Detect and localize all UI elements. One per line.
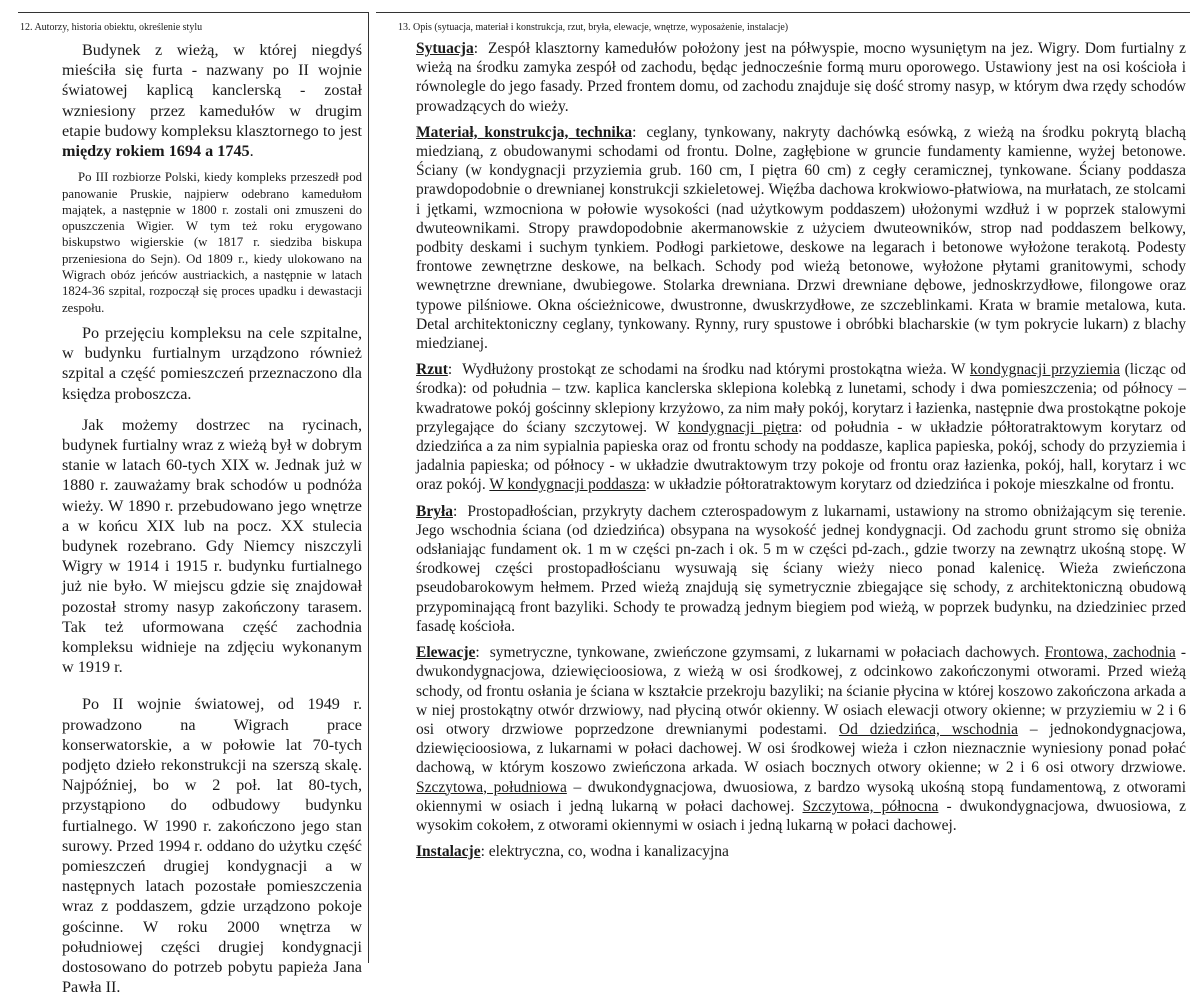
section-13-body bbox=[376, 39, 1190, 861]
bryla-label: Bryła bbox=[416, 502, 454, 520]
history-paragraph-1 bbox=[62, 40, 362, 161]
elewacje-text-1: symetryczne, tynkowane, zwieńczone gzymsami, z lukarnami w połaciach dachowych. bbox=[489, 644, 1045, 662]
elewacje-label: Elewacje bbox=[416, 644, 476, 662]
elewacje-text-4: – dwukondygnacjowa, dwuosiowa, z bardzo wysoką ukośną stopą fundamentową, z otworami okiennymi w osiach i jedną lukarną w połaci dachowej. bbox=[416, 778, 1187, 815]
history-paragraph-1-end: . bbox=[249, 142, 254, 161]
history-paragraph-3: Po przejęciu kompleksu na cele szpitalne, w budynku furtialnym urządzono również szpital a część pomieszczeń przeznaczono dla księdza proboszcza. bbox=[62, 323, 362, 403]
material-section: Materiał, konstrukcja, technika: ceglany, tynkowany, nakryty dachówką esówką, z wieżą na środku pokrytą blachą miedzianą, z obudowanymi schodami od frontu. Dolne, zagłębione w gruncie fundamenty kamienne, wyżej betonowe. Ściany (w kondygnacji przyziemia grub. 160 cm, I piętra 60 cm) z cegły ceramicznej, tynkowane. Ściany poddasza prawdopodobnie o drewnianej konstrukcji szkieletowej. Więźba dachowa krokwiowo-płatwiowa, na murłatach, ze stolcami i jętkami, wzmocniona w połowie wysokości (nad użytkowym poddaszem) ułożonymi wzdłuż i w poprzek stalowymi dwuteownikami. Stropy prawdopodobnie akermanowskie z użyciem dwuteowników, strop nad poddaszem belkowy, podbity deskami i suchym tynkiem. Podłogi parkietowe, deskowe na legarach i betonowe wyłożone terakotą. Podesty frontowe zewnętrzne deskowe, na belkach. Schody pod wieżą betonowe, wyłożone płytami granitowymi, schody wewnętrzne drewniane, dwubiegowe. Stolarka drewniana. Drzwi drewniane dębowe, jednoskrzydłowe, filongowe oraz typowe pilśniowe. Okna ościeżnicowe, dwustronne, dwuskrzydłowe, ze szczeblinkami. Krata w bramie metalowa, kuta. Detal architektoniczny ceglany, tynkowany. Rynny, rury spustowe i obróbki blacharskie (w tym pokrycie lukarn) z blachy miedzianej. bbox=[416, 123, 1186, 353]
material-label: Materiał, konstrukcja, technika bbox=[416, 123, 633, 141]
section-13-header: 13. Opis (sytuacja, materiał i konstrukcja, rzut, bryła, elewacje, wnętrze, wyposażenie, instalacje) bbox=[398, 22, 789, 33]
rzut-attic: W kondygnacji poddasza bbox=[489, 476, 646, 494]
sytuacja-text: Zespół klasztorny kamedułów położony jest na półwyspie, mocno wysuniętym na jez. Wigry. Dom furtialny z wieżą na środku zamyka zespół od zachodu, będąc jednocześnie formą muru oporowego. Ustawiony jest na osi kościoła i równolegle do jego fasady. Przed frontem domu, od zachodu znajduje się dość stromy nasyp, w którym dwa rzędy schodów prowadzących do wieży. bbox=[416, 40, 1186, 115]
rzut-text-1: Wydłużony prostokąt ze schodami na środku nad którymi prostokątna wieża. W bbox=[462, 361, 970, 379]
instalacje-section bbox=[416, 842, 1186, 861]
elewacje-east: Od dziedzińca, wschodnia bbox=[838, 720, 1019, 738]
elewacje-text-2: - dwukondygnacjowa, dziewięcioosiowa, z wieżą w osi środkowej, z odcinkowo zakończonymi otworami. Przed wieżą schody, od frontu osłania je ściana w kształcie przekroju bazyliki; na ścianie płycina w której koszowo zakończona arkada a w niej prostokątny otwór drzwiowy, nad płyciną otwór okienny. W osiach elewacji otwory okienne; w przyziemiu w 2 i 6 osi otwory drzwiowe poprzedzone drewnianymi podestami. bbox=[416, 644, 1186, 738]
section-12-column bbox=[18, 12, 369, 997]
bryla-text: Prostopadłościan, przykryty dachem czterospadowym z lukarnami, ustawiony na stromo obniżającym się terenie. Jego wschodnia ściana (od dziedzińca) obsypana na wysokość jednej kondygnacji. Od zachodu grunt stromo się obniża odsłaniając fundament ok. 1 m w części pn-zach i ok. 5 m w części pd-zach., gdzie tworzy na zewnątrz ukośną stopę. W środkowej części prostopadłościanu wysuwają się ściany wieży nieco ponad kalenicę. Wieża zwieńczona pseudobarokowym hełmem. Przed wieżą znajdują się symetrycznie zbiegające się schody, z architektoniczną obudową przypominającą front bazyliki. Schody te prowadzą jednym biegiem pod wieżą, w poprzek budynku, na dziedziniec przed fasadę kościoła. bbox=[416, 502, 1186, 635]
elewacje-west: Frontowa, zachodnia bbox=[1044, 644, 1176, 662]
history-paragraph-4: Jak możemy dostrzec na rycinach, budynek furtialny wraz z wieżą był w dobrym stanie w latach 60-tych XIX w. Jednak już w 1880 r. zauważamy brak schodów u podnóża wieży. W 1890 r. przebudowano jego wnętrze a w końcu XIX lub na pocz. XX stulecia budynek rozebrano. Gdy Niemcy niszczyli Wigry w 1914 i 1915 r. budynku furtialnego już nie było. W miejscu gdzie się znajdował pozostał stromy nasyp zakończony tarasem. Tak też uformowana część zachodnia kompleksu widnieje na zdjęciu wykonanym w 1919 r. bbox=[62, 415, 362, 677]
section-12-body bbox=[18, 40, 368, 997]
document-page bbox=[18, 12, 1190, 997]
history-paragraph-5: Po II wojnie światowej, od 1949 r. prowadzono na Wigrach prace konserwatorskie, a w połowie lat 70-tych podjęto dzieło rekonstrukcji na szerszą skalę. Najpóźniej, bo w 2 poł. lat 80-tych, przystąpiono do odbudowy budynku furtialnego. W 1990 r. zakończono jego stan surowy. Przed 1994 r. oddano do użytku część pomieszczeń drugiej kondygnacji a w następnych latach pozostałe pomieszczenia wraz z poddaszem, gdzie urządzono pokoje gościnne. W roku 2000 wnętrza w południowej części drugiej kondygnacji dostosowano do potrzeb pobytu papieża Jana Pawła II. bbox=[62, 695, 362, 997]
history-paragraph-2: Po III rozbiorze Polski, kiedy kompleks przeszedł pod panowanie Pruskie, najpierw odebrano kamedułom majątek, a następnie w 1800 r. zostali oni zmuszeni do opuszczenia Wigier. W tym też roku erygowano biskupstwo wigierskie (w 1817 r. siedziba biskupa przeniesiona do Sejn). Od 1809 r., kiedy ulokowano na Wigrach obóz jeńców austriackich, a następnie w latach 1824-36 szpital, rozpoczął się proces upadku i dewastacji zespołu. bbox=[62, 170, 362, 315]
rzut-section: Rzut: Wydłużony prostokąt ze schodami na środku nad którymi prostokątna wieża. W kondygnacji przyziemia (licząc od środka): od południa – tzw. kaplica kanclerska sklepiona kolebką z lunetami, schody i dwa pomieszczenia; od północy – kwadratowe pokój gościnny sklepiony krzyżowo, za nim mały pokój, korytarz i łazienka, następnie dwa prostokątne pokoje przylegające do ściany szczytowej. W kondygnacji piętra: od południa - w układzie półtoratraktowym korytarz od dziedzińca a za nim sypialnia papieska oraz od frontu schody na poddasze, kaplica papieska, pokój, schody do przyziemia i jadalnia papieska; od północy - w układzie dwutraktowym trzy pokoje od frontu oraz łazienka, pokój, hall, korytarz i wc oraz pokój. W kondygnacji poddasza: w układzie półtoratraktowym korytarz od dziedzińca i pokoje mieszkalne od frontu. bbox=[416, 361, 1187, 494]
construction-dates: między rokiem 1694 a 1745 bbox=[62, 142, 250, 161]
section-12-header: 12. Autorzy, historia obiektu, określenie stylu bbox=[20, 22, 203, 33]
rzut-label: Rzut bbox=[416, 361, 448, 379]
sytuacja-label: Sytuacja bbox=[416, 40, 474, 57]
sytuacja-section: Sytuacja: Zespół klasztorny kamedułów położony jest na półwyspie, mocno wysuniętym na jez. Wigry. Dom furtialny z wieżą na środku zamyka zespół od zachodu, będąc jednocześnie formą muru oporowego. Ustawiony jest na osi kościoła i równolegle do jego fasady. Przed frontem domu, od zachodu znajduje się dość stromy nasyp, w którym dwa rzędy schodów prowadzących do wieży. bbox=[416, 40, 1186, 115]
rzut-text-3: : od południa - w układzie półtoratraktowym korytarz od dziedzińca a za nim sypialnia papieska oraz od frontu schody na poddasze, kaplica papieska, pokój, schody do przyziemia i jadalnia papieska; od północy - w układzie dwutraktowym trzy pokoje od frontu oraz łazienka, pokój, hall, korytarz i wc oraz pokój. bbox=[416, 418, 1187, 494]
elewacje-text-3: – jednokondygnacjowa, dziewięcioosiowa, z lukarnami w połaci dachowej. W osi środkowej wieża i człon nieznacznie wyniesiony ponad połać dachową, w którym koszowo zwieńczona arkada. W osiach bocznych otwory okienne; w 2 i 6 osi otwory drzwiowe. bbox=[416, 720, 1186, 777]
rzut-text-4: : w układzie półtoratraktowym korytarz od dziedzińca i pokoje mieszkalne od frontu. bbox=[645, 476, 1175, 494]
history-paragraph-1-text: Budynek z wieżą, w której niegdyś mieściła się furta - nazwany po II wojnie światowej kaplicą kanclerską - został wzniesiony przez kamedułów w drugim etapie budowy kompleksu klasztornego to jest bbox=[62, 41, 362, 140]
elewacje-north: Szczytowa, północna bbox=[802, 797, 939, 815]
rzut-first-floor: kondygnacji piętra bbox=[677, 418, 799, 436]
elewacje-section: Elewacje: symetryczne, tynkowane, zwieńczone gzymsami, z lukarnami w połaciach dachowych. Frontowa, zachodnia - dwukondygnacjowa, dziewięcioosiowa, z wieżą w osi środkowej, z odcinkowo zakończonymi otworami. Przed wieżą schody, od frontu osłania je ściana w kształcie przekroju bazyliki; na ścianie płycina w której koszowo zakończona arkada a w niej prostokątny otwór drzwiowy, nad płyciną otwór okienny. W osiach elewacji otwory okienne; w przyziemiu w 2 i 6 osi otwory drzwiowe poprzedzone drewnianymi podestami. Od dziedzińca, wschodnia – jednokondygnacjowa, dziewięcioosiowa, z lukarnami w połaci dachowej. W osi środkowej wieża i człon nieznacznie wyniesiony ponad połać dachową, w którym koszowo zwieńczona arkada. W osiach bocznych otwory okienne; w 2 i 6 osi otwory drzwiowe. Szczytowa, południowa – dwukondygnacjowa, dwuosiowa, z bardzo wysoką ukośną stopą fundamentową, z otworami okiennymi w osiach i jedną lukarną w połaci dachowej. Szczytowa, północna - dwukondygnacjowa, dwuosiowa, z wysokim cokołem, z otworami okiennymi w osiach i jedną lukarną w połaci dachowej. bbox=[416, 644, 1187, 834]
bryla-section: Bryła: Prostopadłościan, przykryty dachem czterospadowym z lukarnami, ustawiony na stromo obniżającym się terenie. Jego wschodnia ściana (od dziedzińca) obsypana na wysokość jednej kondygnacji. Od zachodu grunt stromo się obniża odsłaniając fundament ok. 1 m w części pn-zach i ok. 5 m w części pd-zach., gdzie tworzy na zewnątrz ukośną stopę. W środkowej części prostopadłościanu wysuwają się ściany wieży nieco ponad kalenicę. Wieża zwieńczona pseudobarokowym hełmem. Przed wieżą znajdują się symetrycznie zbiegające się schody, z architektoniczną obudową przypominającą front bazyliki. Schody te prowadzą jednym biegiem pod wieżą, w poprzek budynku, na dziedziniec przed fasadę kościoła. bbox=[416, 502, 1186, 635]
instalacje-label: Instalacje bbox=[416, 843, 481, 861]
material-text: ceglany, tynkowany, nakryty dachówką esówką, z wieżą na środku pokrytą blachą miedzianą, z obudowanymi schodami od frontu. Dolne, zagłębione w gruncie fundamenty kamienne, wyżej betonowe. Ściany (w kondygnacji przyziemia grub. 160 cm, I piętra 60 cm) z cegły ceramicznej, tynkowane. Ściany poddasza prawdopodobnie o drewnianej konstrukcji szkieletowej. Więźba dachowa krokwiowo-płatwiowa, na murłatach, ze stolcami i jętkami, wzmocniona w połowie wysokości (nad użytkowym poddaszem) ułożonymi wzdłuż i w poprzek stalowymi dwuteownikami. Stropy prawdopodobnie akermanowskie z użyciem dwuteowników, strop nad poddaszem belkowy, podbity deskami i suchym tynkiem. Podłogi parkietowe, deskowe na legarach i betonowe wyłożone terakotą. Podesty frontowe zewnętrzne deskowe, na belkach. Schody pod wieżą betonowe, wyłożone płytami granitowymi, schody wewnętrzne drewniane, dwubiegowe. Stolarka drewniana. Drzwi drewniane dębowe, jednoskrzydłowe, filongowe oraz typowe pilśniowe. Okna ościeżnicowe, dwustronne, dwuskrzydłowe, ze szczeblinkami. Krata w bramie metalowa, kuta. Detal architektoniczny ceglany, tynkowany. Rynny, rury spustowe i obróbki blacharskie (w tym pokrycie lukarn) z blachy miedzianej. bbox=[416, 123, 1186, 353]
section-13-column bbox=[376, 12, 1190, 963]
rzut-text-2: (licząc od środka): od południa – tzw. kaplica kanclerska sklepiona kolebką z lunetami, schody i dwa pomieszczenia; od północy – kwadratowe pokój gościnny sklepiony krzyżowo, za nim mały pokój, korytarz i łazienka, następnie dwa prostokątne pokoje przylegające do ściany szczytowej. W bbox=[416, 361, 1186, 436]
elewacje-text-5: - dwukondygnacjowa, dwuosiowa, z wysokim cokołem, z otworami okiennymi w osiach i jedną lukarną w połaci dachowej. bbox=[416, 797, 1186, 834]
rzut-ground-floor: kondygnacji przyziemia bbox=[969, 361, 1120, 379]
elewacje-south: Szczytowa, południowa bbox=[416, 778, 567, 796]
instalacje-text: : elektryczna, co, wodna i kanalizacyjna bbox=[480, 843, 729, 861]
